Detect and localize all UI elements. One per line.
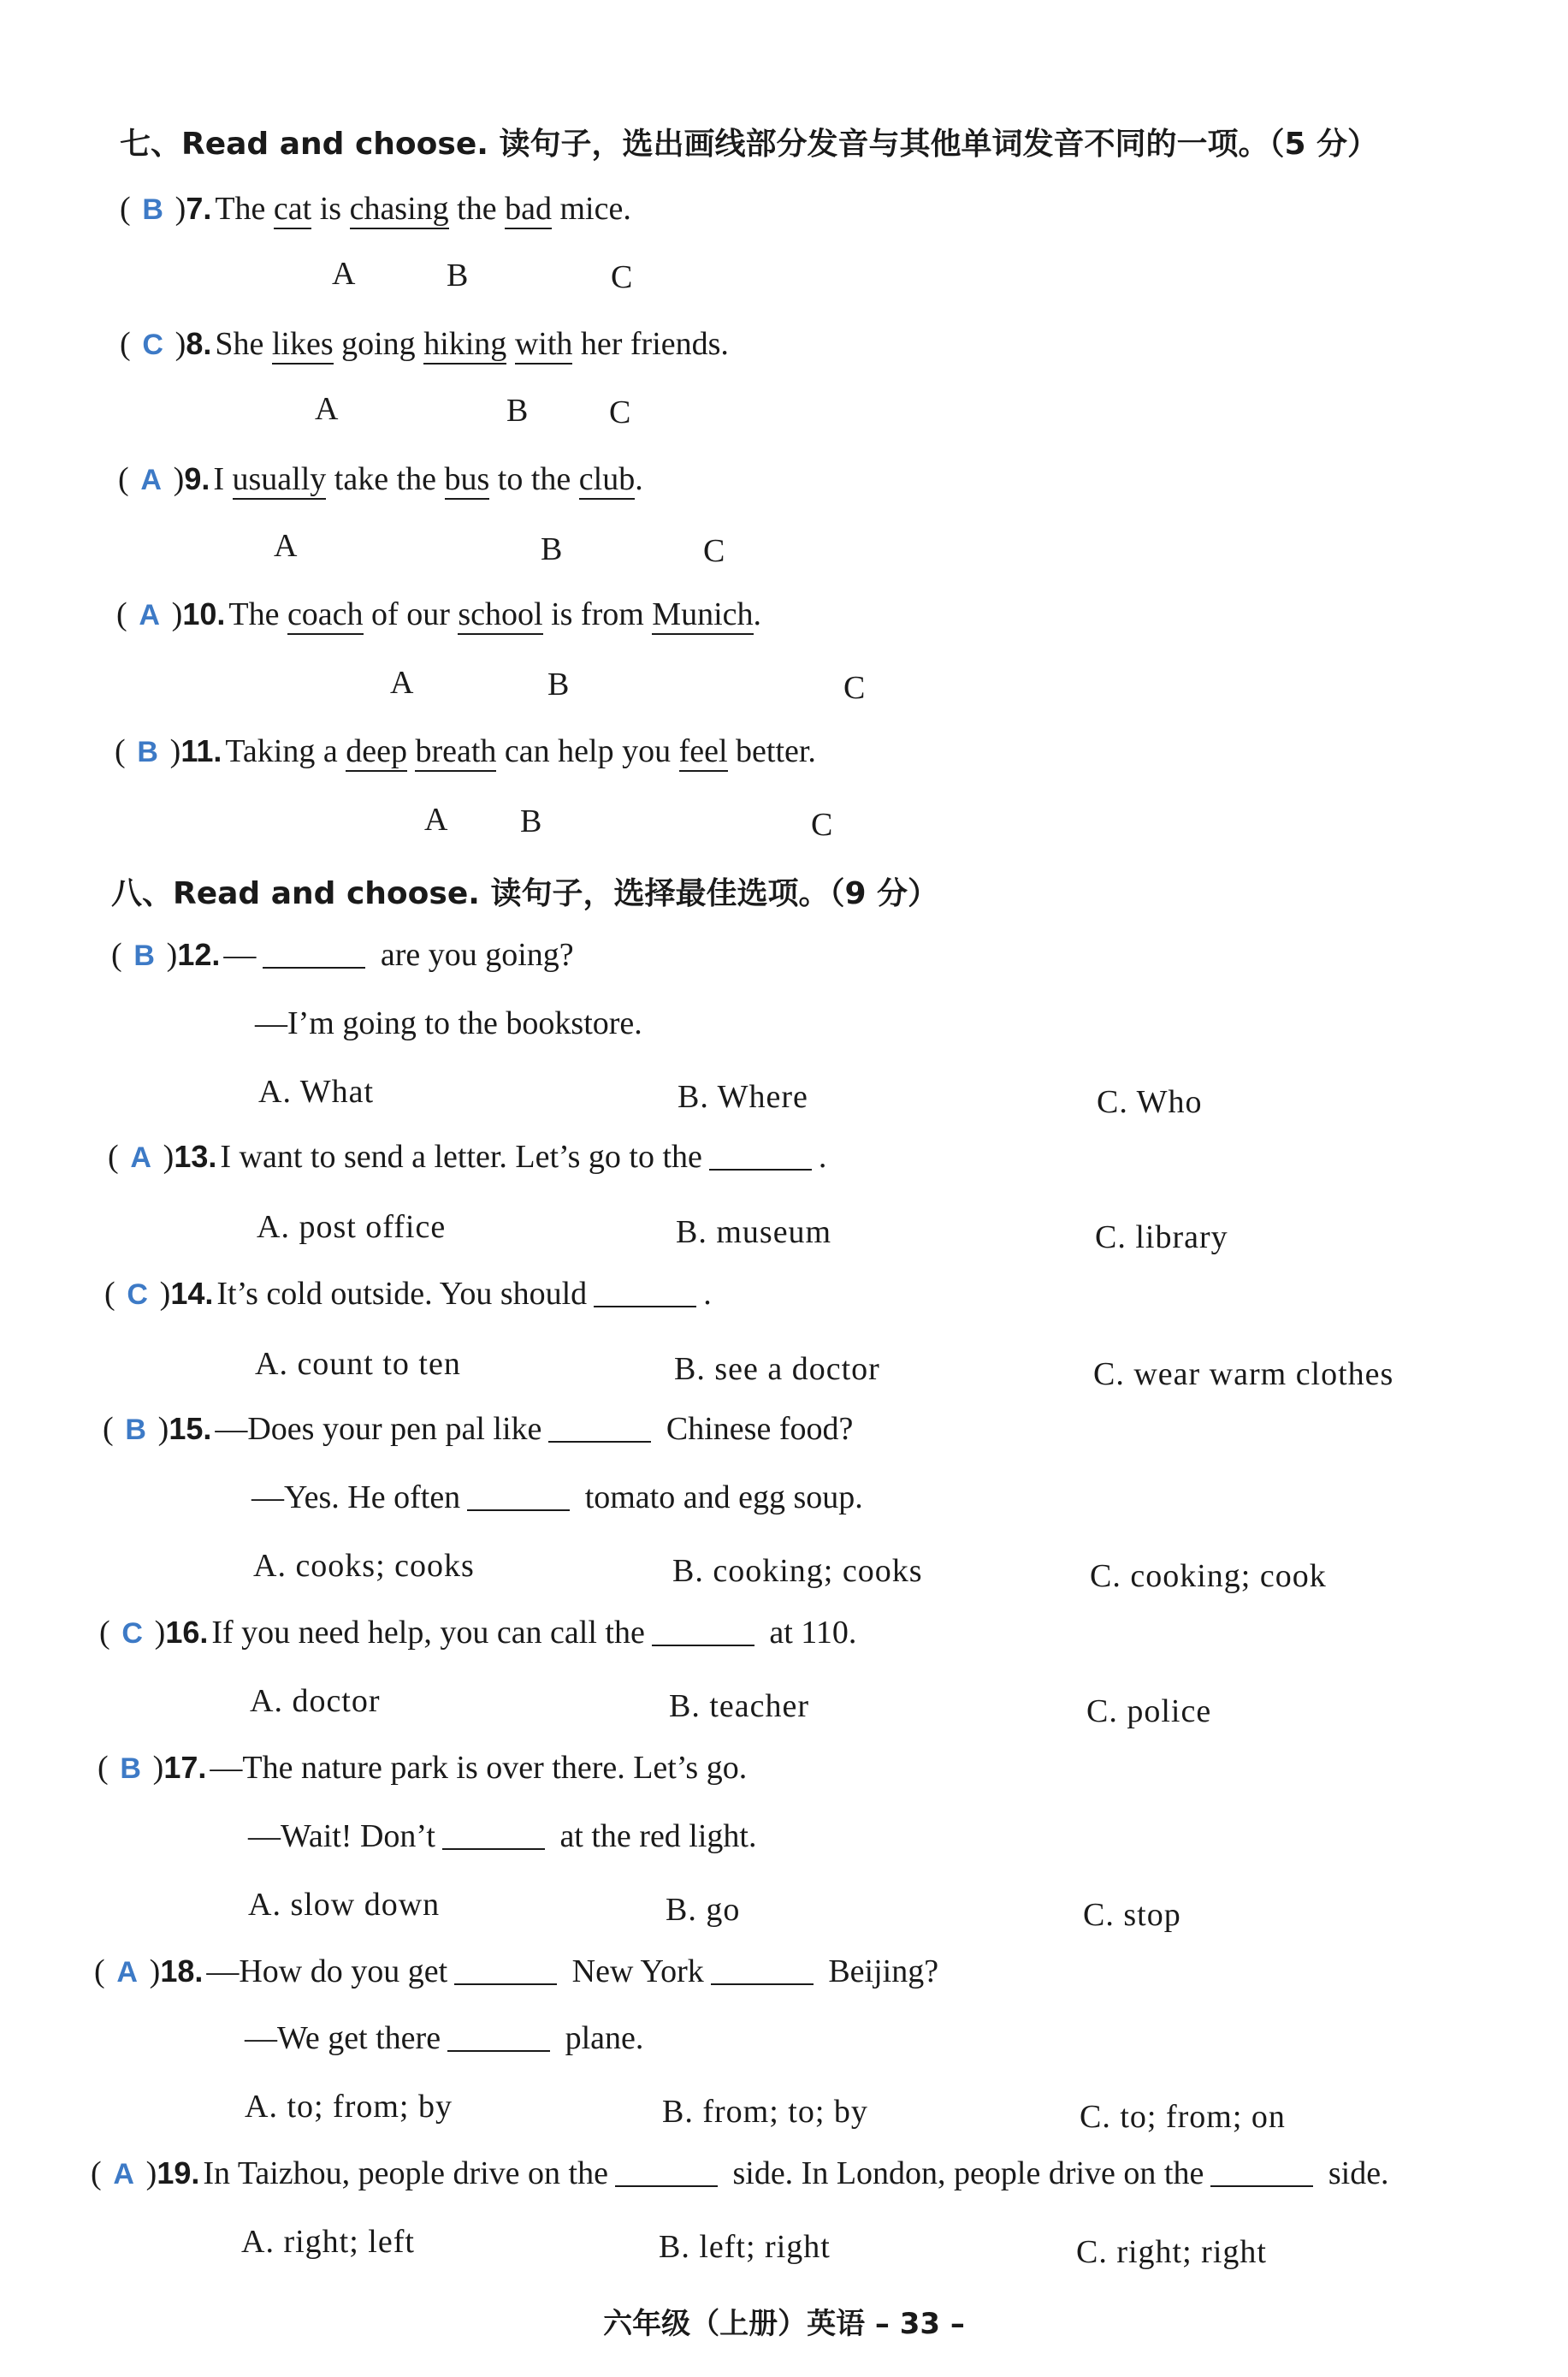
- question-16: ( C )16. If you need help, you can call the at 110.: [99, 1615, 857, 1651]
- question-9: ( A )9. I usually take the bus to the club.: [118, 460, 643, 498]
- option-label-c: C: [611, 259, 633, 295]
- underlined-word-c: feel: [679, 733, 728, 772]
- answer-blank: [709, 1143, 812, 1171]
- underlined-word-a: deep: [346, 733, 407, 772]
- option-label-c: C: [703, 533, 725, 569]
- underlined-word-c: with: [515, 326, 573, 365]
- option-a: A. cooks; cooks: [253, 1548, 475, 1584]
- underlined-word-c: club: [579, 461, 635, 500]
- option-c: C. cooking; cook: [1090, 1558, 1327, 1594]
- question-15-response: —Yes. He often tomato and egg soup.: [251, 1479, 863, 1515]
- answer-blank: [263, 941, 365, 969]
- question-13: ( A )13. I want to send a letter. Let’s go to the .: [108, 1139, 827, 1175]
- option-c: C. police: [1086, 1693, 1212, 1729]
- question-11: ( B )11. Taking a deep breath can help you feel better.: [115, 732, 816, 770]
- answer-blank: [615, 2160, 718, 2187]
- answer-11: B: [137, 736, 158, 768]
- answer-15: B: [125, 1414, 146, 1446]
- option-a: A. right; left: [241, 2224, 415, 2260]
- option-b: B. teacher: [669, 1688, 810, 1724]
- answer-blank: [711, 1958, 814, 1985]
- option-a: A. to; from; by: [245, 2089, 453, 2125]
- option-c: C. wear warm clothes: [1093, 1356, 1394, 1392]
- answer-8: C: [142, 329, 163, 361]
- option-b: B. museum: [676, 1214, 832, 1250]
- underlined-word-a: likes: [272, 326, 334, 365]
- answer-blank: [1210, 2160, 1313, 2187]
- question-17-response: —Wait! Don’t at the red light.: [248, 1818, 757, 1854]
- question-17: ( B )17. —The nature park is over there. Let’s go.: [98, 1750, 748, 1786]
- option-label-c: C: [811, 807, 833, 843]
- question-12-response: —I’m going to the bookstore.: [255, 1005, 642, 1041]
- section-7-title: 七、Read and choose. 读句子，选出画线部分发音与其他单词发音不同的一项。（5 分）: [120, 127, 1379, 162]
- answer-12: B: [133, 940, 155, 972]
- option-c: C. stop: [1083, 1897, 1181, 1933]
- underlined-word-a: usually: [233, 461, 327, 500]
- underlined-word-c: bad: [505, 191, 552, 229]
- option-label-a: A: [424, 802, 448, 838]
- answer-blank: [467, 1484, 570, 1511]
- answer-14: C: [127, 1278, 148, 1311]
- option-c: C. Who: [1097, 1084, 1203, 1120]
- option-c: C. library: [1095, 1219, 1228, 1255]
- question-14: ( C )14. It’s cold outside. You should .: [104, 1276, 712, 1312]
- option-label-b: B: [520, 803, 542, 839]
- option-b: B. from; to; by: [662, 2094, 868, 2130]
- option-b: B. Where: [677, 1079, 808, 1115]
- answer-9: A: [140, 464, 162, 496]
- option-label-a: A: [390, 665, 414, 701]
- option-label-b: B: [506, 393, 529, 429]
- answer-blank: [652, 1619, 754, 1646]
- option-a: A. doctor: [250, 1683, 381, 1719]
- option-label-a: A: [332, 256, 356, 292]
- answer-13: A: [130, 1141, 151, 1174]
- option-b: B. see a doctor: [674, 1351, 880, 1387]
- question-10: ( A )10. The coach of our school is from Munich.: [116, 596, 761, 633]
- answer-blank: [447, 2024, 550, 2052]
- answer-17: B: [120, 1752, 141, 1785]
- option-a: A. What: [258, 1074, 375, 1110]
- option-label-a: A: [315, 391, 339, 427]
- option-a: A. count to ten: [255, 1346, 461, 1382]
- option-a: A. post office: [257, 1209, 447, 1245]
- answer-18: A: [116, 1956, 138, 1989]
- question-15: ( B )15. —Does your pen pal like Chinese food?: [103, 1411, 854, 1447]
- option-b: B. left; right: [659, 2229, 831, 2265]
- page-footer: 六年级（上册）英语 – 33 –: [603, 2307, 965, 2341]
- underlined-word-c: Munich: [652, 596, 753, 635]
- underlined-word-b: breath: [415, 733, 496, 772]
- option-b: B. go: [666, 1892, 741, 1928]
- underlined-word-a: coach: [287, 596, 364, 635]
- question-12: ( B )12. — are you going?: [111, 937, 574, 973]
- answer-19: A: [113, 2158, 134, 2190]
- answer-blank: [594, 1280, 696, 1307]
- question-18-response: —We get there plane.: [245, 2020, 644, 2056]
- underlined-word-a: cat: [274, 191, 311, 229]
- underlined-word-b: bus: [445, 461, 490, 500]
- answer-blank: [548, 1415, 651, 1443]
- option-c: C. to; from; on: [1080, 2099, 1286, 2135]
- answer-blank: [442, 1823, 545, 1850]
- question-7: ( B )7. The cat is chasing the bad mice.: [120, 190, 631, 228]
- option-c: C. right; right: [1076, 2234, 1267, 2270]
- underlined-word-b: hiking: [423, 326, 506, 365]
- question-19: ( A )19. In Taizhou, people drive on the side. In London, people drive on the side.: [91, 2155, 1389, 2191]
- option-label-b: B: [447, 258, 469, 293]
- option-label-a: A: [274, 528, 298, 564]
- answer-blank: [454, 1958, 557, 1985]
- underlined-word-b: chasing: [350, 191, 449, 229]
- question-8: ( C )8. She likes going hiking with her friends.: [120, 325, 729, 363]
- option-label-c: C: [843, 670, 866, 706]
- option-label-b: B: [547, 667, 570, 702]
- answer-10: A: [139, 599, 160, 631]
- option-label-c: C: [609, 394, 631, 430]
- option-label-b: B: [541, 531, 563, 567]
- underlined-word-b: school: [458, 596, 542, 635]
- option-a: A. slow down: [248, 1887, 441, 1923]
- answer-7: B: [142, 193, 163, 226]
- section-8-title: 八、Read and choose. 读句子，选择最佳选项。（9 分）: [111, 876, 939, 911]
- answer-16: C: [121, 1617, 143, 1650]
- question-18: ( A )18. —How do you get New York Beijing?: [94, 1953, 939, 1989]
- option-b: B. cooking; cooks: [672, 1553, 923, 1589]
